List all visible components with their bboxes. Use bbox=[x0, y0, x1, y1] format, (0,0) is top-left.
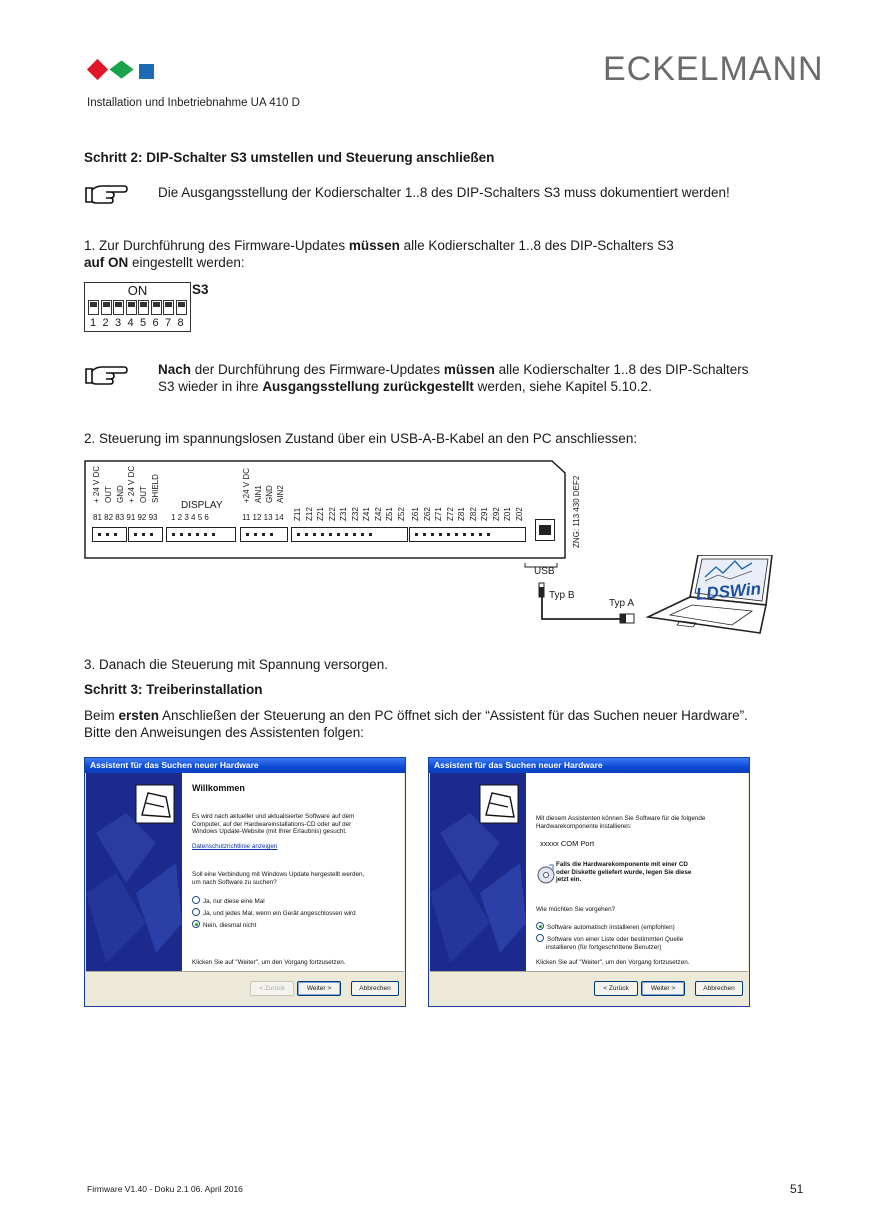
wizard-hint: Klicken Sie auf "Weiter", um den Vorgang fortzusetzen. bbox=[536, 959, 690, 966]
typ-b-label: Typ B bbox=[549, 590, 575, 601]
dip-switch-8 bbox=[176, 300, 187, 315]
wizard-intro: Mit diesem Assistenten können Sie Software für die folgende Hardwarekomponente installieren: bbox=[536, 815, 706, 830]
label-zng: ZNG: 113 430 DEF2 bbox=[572, 475, 581, 548]
label-shield: SHIELD bbox=[151, 474, 160, 503]
item2-text: 2. Steuerung im spannungslosen Zustand über ein USB-A-B-Kabel an den PC anschliessen: bbox=[84, 431, 638, 446]
wizard-side-graphic bbox=[430, 773, 526, 972]
label-z81: Z81 bbox=[457, 507, 466, 521]
step3-text: Beim ersten Anschließen der Steuerung an den PC öffnet sich der “Assistent für das Suchen neuer Hardware”. Bitte den Anweisungen des Assistenten folgen: bbox=[84, 708, 748, 740]
wizard-intro: Es wird nach aktueller und aktualisierter Software auf dem Computer, auf der Hardwareinstallations-CD oder auf der Windows Update-Website (mit Ihrer Erlaubnis) gesucht. bbox=[192, 813, 355, 835]
next-button[interactable]: Weiter > bbox=[297, 981, 341, 996]
pointing-hand-icon bbox=[84, 363, 128, 387]
dialog-title: Assistent für das Suchen neuer Hardware bbox=[85, 758, 405, 773]
label-z11: Z11 bbox=[293, 507, 302, 521]
logo-green-diamond bbox=[109, 60, 133, 78]
label-z62: Z62 bbox=[422, 507, 432, 521]
device-name: xxxxx COM Port bbox=[540, 839, 595, 848]
laptop-brand-label: LDSWin bbox=[695, 579, 762, 604]
label-z41: Z41 bbox=[362, 507, 371, 521]
radio-button[interactable] bbox=[192, 908, 200, 916]
radio-option-once[interactable]: Ja, nur diese eine Mal bbox=[192, 896, 398, 906]
cd-icon bbox=[536, 863, 556, 885]
footer-version: Firmware V1.40 - Doku 2.1 06. April 2016 bbox=[87, 1184, 243, 1194]
label-z51: Z51 bbox=[385, 507, 394, 521]
cd-instruction: Falls die Hardwarekomponente mit einer CD oder Diskette geliefert wurde, legen Sie diese jetzt ein. bbox=[556, 861, 692, 883]
label-z01: Z01 bbox=[503, 507, 512, 521]
logo-blue-square bbox=[139, 64, 154, 79]
radio-option-not-now[interactable]: Nein, diesmal nicht bbox=[192, 920, 398, 930]
label-z31: Z31 bbox=[339, 507, 348, 521]
label-24vdc-1: + 24 V DC bbox=[92, 465, 101, 503]
dip-switch-4 bbox=[126, 300, 137, 315]
dialog-footer bbox=[86, 971, 404, 1005]
label-ain1: AIN1 bbox=[254, 485, 263, 503]
radio-option-automatic[interactable]: Software automatisch installieren (empfohlen) bbox=[536, 922, 742, 932]
dip-switch-2 bbox=[101, 300, 112, 315]
usb-label: USB bbox=[534, 566, 555, 577]
dip-on-label: ON bbox=[127, 283, 148, 298]
dip-switch-3 bbox=[113, 300, 124, 315]
label-24vdc-3: +24 V DC bbox=[242, 468, 251, 503]
dip-switch-s3: ON 1 2 3 4 5 6 7 8 bbox=[84, 282, 191, 332]
dip-switch-5 bbox=[138, 300, 149, 315]
pointing-hand-icon bbox=[84, 182, 128, 206]
wizard-question: Wie möchten Sie vorgehen? bbox=[536, 906, 616, 913]
wizard-dialog-install bbox=[428, 757, 750, 1007]
usb-port-icon bbox=[535, 519, 555, 541]
label-out-1: OUT bbox=[104, 486, 113, 503]
dialog-footer bbox=[430, 971, 748, 1005]
wizard-side-graphic bbox=[86, 773, 182, 972]
item3-text: 3. Danach die Steuerung mit Spannung versorgen. bbox=[84, 657, 388, 672]
pins-mid: 11 12 13 14 bbox=[242, 513, 284, 522]
label-z71: Z71 bbox=[434, 507, 443, 521]
note-initial-position: Die Ausgangsstellung der Kodierschalter 1..8 des DIP-Schalters S3 muss dokumentiert werden! bbox=[158, 185, 730, 200]
radio-button-selected[interactable] bbox=[536, 922, 544, 930]
label-z61: Z61 bbox=[411, 507, 420, 521]
cancel-button[interactable]: Abbrechen bbox=[695, 981, 743, 996]
label-z92: Z92 bbox=[491, 507, 501, 521]
label-z02: Z02 bbox=[514, 507, 524, 521]
item1-text: 1. Zur Durchführung des Firmware-Updates müssen alle Kodierschalter 1..8 des DIP-Schalters S3 auf ON eingestellt werden: bbox=[84, 238, 674, 270]
label-24vdc-2: + 24 V DC bbox=[127, 465, 136, 503]
step3-heading: Schritt 3: Treiberinstallation bbox=[84, 682, 263, 697]
label-gnd-1: GND bbox=[116, 485, 125, 503]
label-z82: Z82 bbox=[468, 507, 478, 521]
document-subtitle: Installation und Inbetriebnahme UA 410 D bbox=[87, 97, 300, 109]
dip-switch-7 bbox=[163, 300, 174, 315]
terminal-block bbox=[291, 527, 408, 542]
dip-switch-1 bbox=[88, 300, 99, 315]
label-z22: Z22 bbox=[327, 507, 337, 521]
label-ain2: AIN2 bbox=[276, 485, 285, 503]
typ-a-label: Typ A bbox=[609, 598, 635, 609]
wizard-hint: Klicken Sie auf "Weiter", um den Vorgang fortzusetzen. bbox=[192, 959, 346, 966]
label-z91: Z91 bbox=[480, 507, 489, 521]
pins-left: 81 82 83 91 92 93 bbox=[93, 513, 158, 522]
dip-switch-6 bbox=[151, 300, 162, 315]
label-z12: Z12 bbox=[304, 507, 314, 521]
radio-button[interactable] bbox=[536, 934, 544, 942]
dip-name-label: S3 bbox=[192, 282, 209, 297]
radio-button[interactable] bbox=[192, 896, 200, 904]
note-reset-position: Nach der Durchführung des Firmware-Updates müssen alle Kodierschalter 1..8 des DIP-Schalters S3 wieder in ihre Ausgangsstellung zurückgestellt werden, siehe Kapitel 5.10.2. bbox=[158, 362, 749, 394]
page-number: 51 bbox=[790, 1182, 804, 1196]
next-button[interactable]: Weiter > bbox=[641, 981, 685, 996]
label-z21: Z21 bbox=[316, 507, 325, 521]
wizard-question: Soll eine Verbindung mit Windows Update hergestellt werden, um nach Software zu suchen? bbox=[192, 871, 365, 886]
terminal-block bbox=[92, 527, 127, 542]
label-gnd-2: GND bbox=[265, 485, 274, 503]
radio-button-selected[interactable] bbox=[192, 920, 200, 928]
label-out-2: OUT bbox=[139, 486, 148, 503]
wizard-content bbox=[182, 773, 404, 972]
wizard-sidebar bbox=[430, 773, 526, 972]
privacy-link[interactable]: Datenschutzrichtlinie anzeigen bbox=[192, 843, 278, 850]
dialog-title: Assistent für das Suchen neuer Hardware bbox=[429, 758, 749, 773]
logo-red-diamond bbox=[87, 59, 108, 80]
terminal-block bbox=[166, 527, 236, 542]
label-z42: Z42 bbox=[373, 507, 383, 521]
wizard-heading: Willkommen bbox=[192, 783, 245, 793]
back-button[interactable]: < Zurück bbox=[594, 981, 638, 996]
back-button[interactable]: < Zurück bbox=[250, 981, 294, 996]
label-z32: Z32 bbox=[350, 507, 360, 521]
wizard-content bbox=[526, 773, 748, 972]
terminal-block bbox=[240, 527, 288, 542]
wizard-dialog-welcome bbox=[84, 757, 406, 1007]
pins-display: 1 2 3 4 5 6 bbox=[171, 513, 209, 522]
brand-logo-text: ECKELMANN bbox=[603, 50, 824, 88]
step2-heading: Schritt 2: DIP-Schalter S3 umstellen und Steuerung anschließen bbox=[84, 150, 495, 165]
wizard-sidebar bbox=[86, 773, 182, 972]
terminal-block bbox=[409, 527, 526, 542]
radio-option-manual[interactable]: Software von einer Liste oder bestimmten Quelle installieren (für fortgeschrittene Benutzer) bbox=[536, 934, 742, 951]
label-z72: Z72 bbox=[445, 507, 455, 521]
terminal-block bbox=[128, 527, 163, 542]
cancel-button[interactable]: Abbrechen bbox=[351, 981, 399, 996]
radio-option-always[interactable]: Ja, und jedes Mal, wenn ein Gerät angeschlossen wird bbox=[192, 908, 398, 918]
label-z52: Z52 bbox=[396, 507, 406, 521]
display-label: DISPLAY bbox=[181, 500, 223, 511]
